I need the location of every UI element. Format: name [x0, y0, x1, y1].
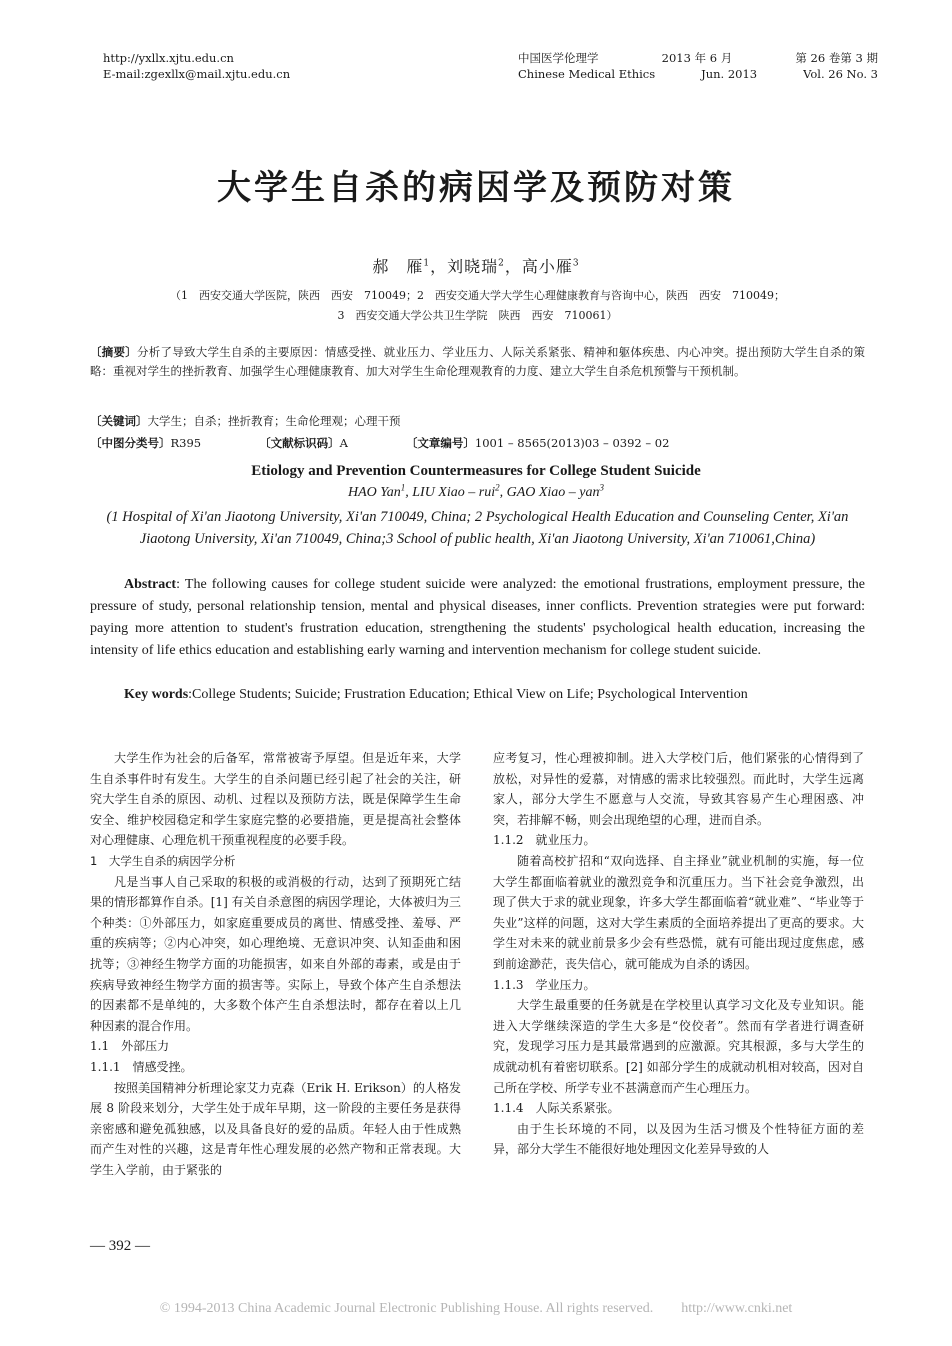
body-paragraph: 随着高校扩招和“双向选择、自主择业”就业机制的实施，每一位大学生都面临着就业的激烈竞争和沉重压力。当下社会竞争激烈，出现了供大于求的就业现象，许多大学生都面临着“就业难”、“毕业等于失业”这样的问题，这对大学生素质的全面培养提出了更高的要求。大学生对未来的就业前景多少会有些恐慌，就有可能出现过度焦虑，感到前途渺茫，丧失信心，就可能成为自杀的诱因。 [493, 853, 864, 971]
subsection-heading: 1.1.3 学业压力。 [493, 977, 596, 992]
header-right [518, 50, 878, 82]
author-name: 刘晓瑞 [447, 257, 499, 276]
affiliation-line: （1 西安交通大学医院，陕西 西安 710049；2 西安交通大学大学生心理健康教育与咨询中心，陕西 西安 710049； [170, 289, 785, 302]
body-paragraph: 按照美国精神分析理论家艾力克森（Erik H. Erikson）的人格发展 8 阶段来划分，大学生处于成年早期，这一阶段的主要任务是获得亲密感和避免孤独感，以及具备良好的爱的品质。年轻人由于性成熟而产生对性的兴趣，这是青年性心理发展的必然产物和正常表现。大学生入学前，由于紧张的 [90, 1080, 461, 1177]
journal-name-en: Chinese Medical Ethics [518, 67, 656, 81]
section-heading: 1 大学生自杀的病因学分析 [90, 853, 236, 868]
body-column-left [90, 748, 461, 1180]
doc-code-label: 〔文献标识码〕 [259, 436, 340, 450]
keywords-label-cn: 〔关键词〕 [90, 414, 148, 428]
abstract-text-cn: 分析了导致大学生自杀的主要原因：情感受挫、就业压力、学业压力、人际关系紧张、精神和躯体疾患、内心冲突。提出预防大学生自杀的策略：重视对学生的挫折教育、加强学生心理健康教育、加大对学生生命伦理观教育的力度、建立大学生自杀危机预警与干预机制。 [90, 345, 865, 378]
journal-name-cn: 中国医学伦理学 [518, 51, 599, 65]
abstract-en [90, 574, 865, 662]
copyright-footer: © 1994-2013 China Academic Journal Electronic Publishing House. All rights reserved. http://www.cnki.net [159, 1301, 793, 1316]
keywords-en [90, 684, 865, 706]
abstract-text-en: : The following causes for college student suicide were analyzed: the emotional frustrations, employment pressure, the pressure of study, personal relationship tension, mental and physical diseases, inner conflicts. Prevention strategies were put forward: paying more attention to student's frustration education, strengthening the students' psychological health education, increasing the intensity of life ethics education and establishing early warning and intervention mechanism for college student suicide. [90, 577, 865, 658]
affiliation-cn [90, 286, 865, 326]
abstract-cn [90, 343, 865, 381]
authors-en: HAO Yan$^1$, LIU Xiao – rui$^2$, GAO Xiao – yan$^3$ [347, 482, 605, 500]
subsection-heading: 1.1.2 就业压力。 [493, 833, 596, 848]
keywords-text-cn: 大学生；自杀；挫折教育；生命伦理观；心理干预 [147, 414, 401, 428]
author-name-en: HAO Yan [347, 485, 401, 500]
author-name: 高小雁 [521, 257, 573, 276]
clc-label: 〔中图分类号〕 [90, 436, 171, 450]
keywords-label-en: Key words [124, 687, 189, 702]
journal-url[interactable]: http://yxllx.xjtu.edu.cn [103, 51, 234, 65]
author-affil-mark: 2 [498, 258, 505, 269]
author-affil-mark: 3 [572, 258, 580, 269]
affiliation-line: 3 西安交通大学公共卫生学院 陕西 西安 710061） [337, 309, 618, 322]
author-name-en: LIU Xiao – rui [412, 485, 496, 500]
clc-value: R395 [170, 436, 202, 450]
author-affil-mark: 1 [423, 258, 431, 269]
issue-volume-en: Vol. 26 No. 3 [803, 67, 878, 81]
body-paragraph: 由于生长环境的不同，以及因为生活习惯及个性特征方面的差异，部分大学生不能很好地处理因文化差异导致的人 [493, 1121, 864, 1157]
body-paragraph: 应考复习，性心理被抑制。进入大学校门后，他们紧张的心情得到了放松，对异性的爱慕，对情感的需求比较强烈。而此时，大学生远离家人，部分大学生不愿意与人交流，导致其容易产生心理困惑、冲突，若排解不畅，则会出现绝望的心理，进而自杀。 [493, 751, 864, 827]
author-affil-mark: 1 [400, 482, 406, 493]
issue-volume-cn: 第 26 卷第 3 期 [795, 51, 878, 65]
journal-email[interactable]: E-mail:zgexllx@mail.xjtu.edu.cn [103, 67, 291, 81]
page-number: — 392 — [90, 1238, 150, 1254]
subsection-heading: 1.1 外部压力 [90, 1039, 170, 1054]
body-column-right [493, 748, 864, 1160]
author-affil-mark: 2 [495, 482, 500, 493]
author-name-en: GAO Xiao – yan [506, 485, 600, 500]
issue-date-en: Jun. 2013 [701, 67, 758, 81]
abstract-label-cn: 〔摘要〕 [90, 345, 137, 359]
authors-cn: 郝 雁$^1$，刘晓瑞$^2$，高小雁$^3$ [372, 257, 580, 276]
paper-title-en: Etiology and Prevention Countermeasures for College Student Suicide [251, 463, 701, 479]
issue-date-cn: 2013 年 6 月 [661, 51, 733, 65]
affiliation-en: (1 Hospital of Xi'an Jiaotong University, Xi'an 710049, China; 2 Psychological Health Education and Counseling Center, Xi'an Jiaotong University, Xi'an 710049, China;3 School of public health, Xi'an Jiaotong University, Xi'an 710061,China) [106, 509, 849, 547]
body-paragraph: 大学生最重要的任务就是在学校里认真学习文化及专业知识。能进入大学继续深造的学生大多是“佼佼者”。然而有学者进行调查研究，发现学习压力是其最常遇到的应激源。究其根源，多与大学生的成就动机有着密切联系。[2] 如部分学生的成就动机相对较高，因对自己所在学校、所学专业不甚满意而产生心理压力。 [493, 998, 864, 1095]
classification-row [90, 434, 865, 453]
abstract-label-en: Abstract [124, 577, 177, 592]
subsection-heading: 1.1.4 人际关系紧张。 [493, 1101, 620, 1116]
author-name: 郝 雁 [372, 257, 424, 276]
body-paragraph: 凡是当事人自己采取的积极的或消极的行动，达到了预期死亡结果的情形都算作自杀。[1] 有关自杀意图的病因学理论，大体被归为三个种类：①外部压力，如家庭重要成员的离世、情感受挫、羞辱、严重的疾病等；②内心冲突，如心理绝境、无意识冲突、认知歪曲和困扰等；③神经生物学方面的功能损害，如来自外部的毒素，或是由于疾病导致神经生物学方面的损害等。实际上，导致个体产生自杀想法的因素都不是单纯的，大多数个体产生自杀想法时，都存在着以上几种因素的混合作用。 [90, 874, 461, 1033]
subsection-heading: 1.1.1 情感受挫。 [90, 1059, 193, 1074]
article-id-value: 1001 – 8565(2013)03 – 0392 – 02 [474, 436, 670, 450]
author-affil-mark: 3 [599, 482, 605, 493]
article-id-label: 〔文章编号〕 [405, 436, 475, 450]
keywords-text-en: :College Students; Suicide; Frustration Education; Ethical View on Life; Psychological Intervention [188, 687, 748, 702]
keywords-cn [90, 412, 865, 431]
paper-title-cn: 大学生自杀的病因学及预防对策 [217, 168, 735, 208]
doc-code-value: A [339, 436, 348, 450]
body-paragraph: 大学生作为社会的后备军，常常被寄予厚望。但是近年来，大学生自杀事件时有发生。大学生的自杀问题已经引起了社会的关注，研究大学生自杀的原因、动机、过程以及预防方法，既是保障学生生命安全、维护校园稳定和学生家庭完整的必要措施，更是提高社会整体对心理健康、心理危机干预重视程度的必要手段。 [90, 751, 461, 848]
header-left [103, 50, 403, 82]
